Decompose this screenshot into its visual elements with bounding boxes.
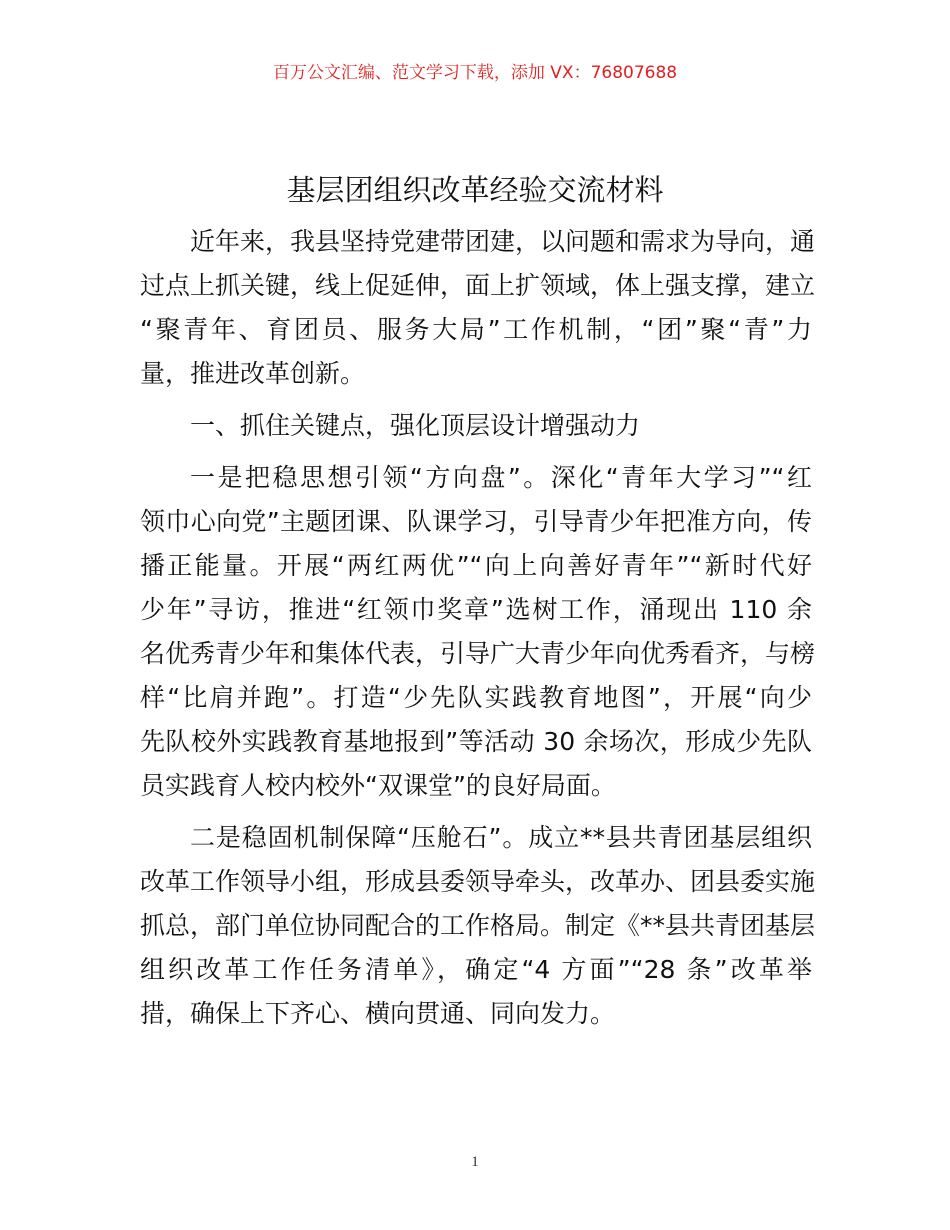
text-line: 二是稳固机制保障“压舱石”。成立**县共青团基层组织 [190, 823, 812, 852]
text-line: 一、抓住关键点，强化顶层设计增强动力 [190, 411, 641, 440]
text-line: 少年”寻访，推进“红领巾奖章”选树工作，涌现出 110 余 [140, 595, 812, 624]
text-line: 播正能量。开展“两红两优”“向上向善好青年”“新时代好 [140, 551, 812, 580]
document-title: 基层团组织改革经验交流材料 [286, 173, 664, 207]
text-line: 过点上抓关键，线上促延伸，面上扩领域，体上强支撑，建立 [140, 271, 816, 300]
text-line: 名优秀青少年和集体代表，引导广大青少年向优秀看齐，与榜 [140, 639, 816, 668]
text-line: 一是把稳思想引领“方向盘”。深化“青年大学习”“红 [190, 463, 812, 492]
text-line: 抓总，部门单位协同配合的工作格局。制定《**县共青团基层 [140, 911, 816, 940]
text-line: 先队校外实践教育基地报到”等活动 30 余场次，形成少先队 [140, 727, 812, 756]
text-line: 量，推进改革创新。 [140, 359, 366, 388]
text-line: 措，确保上下齐心、横向贯通、同向发力。 [140, 999, 616, 1028]
text-line: 样“比肩并跑”。打造“少先队实践教育地图”，开展“向少 [140, 683, 812, 712]
watermark-banner: 百万公文汇编、范文学习下载，添加 VX：76807688 [272, 63, 678, 83]
text-line: 组织改革工作任务清单》，确定“4 方面”“28 条”改革举 [140, 955, 812, 984]
page-number: 1 [471, 1154, 479, 1170]
text-line: 近年来，我县坚持党建带团建，以问题和需求为导向，通 [190, 227, 816, 256]
paragraph-one [140, 456, 816, 808]
text-line: 领巾心向党”主题团课、队课学习，引导青少年把准方向，传 [140, 507, 812, 536]
text-line: 员实践育人校内校外“双课堂”的良好局面。 [140, 771, 616, 800]
text-line: “聚青年、育团员、服务大局”工作机制，“团”聚“青”力 [140, 315, 812, 344]
paragraph-intro [140, 220, 816, 396]
text-line: 改革工作领导小组，形成县委领导牵头，改革办、团县委实施 [140, 867, 816, 896]
section-heading [140, 404, 812, 448]
document-body [140, 220, 816, 1044]
paragraph-two [140, 816, 816, 1036]
